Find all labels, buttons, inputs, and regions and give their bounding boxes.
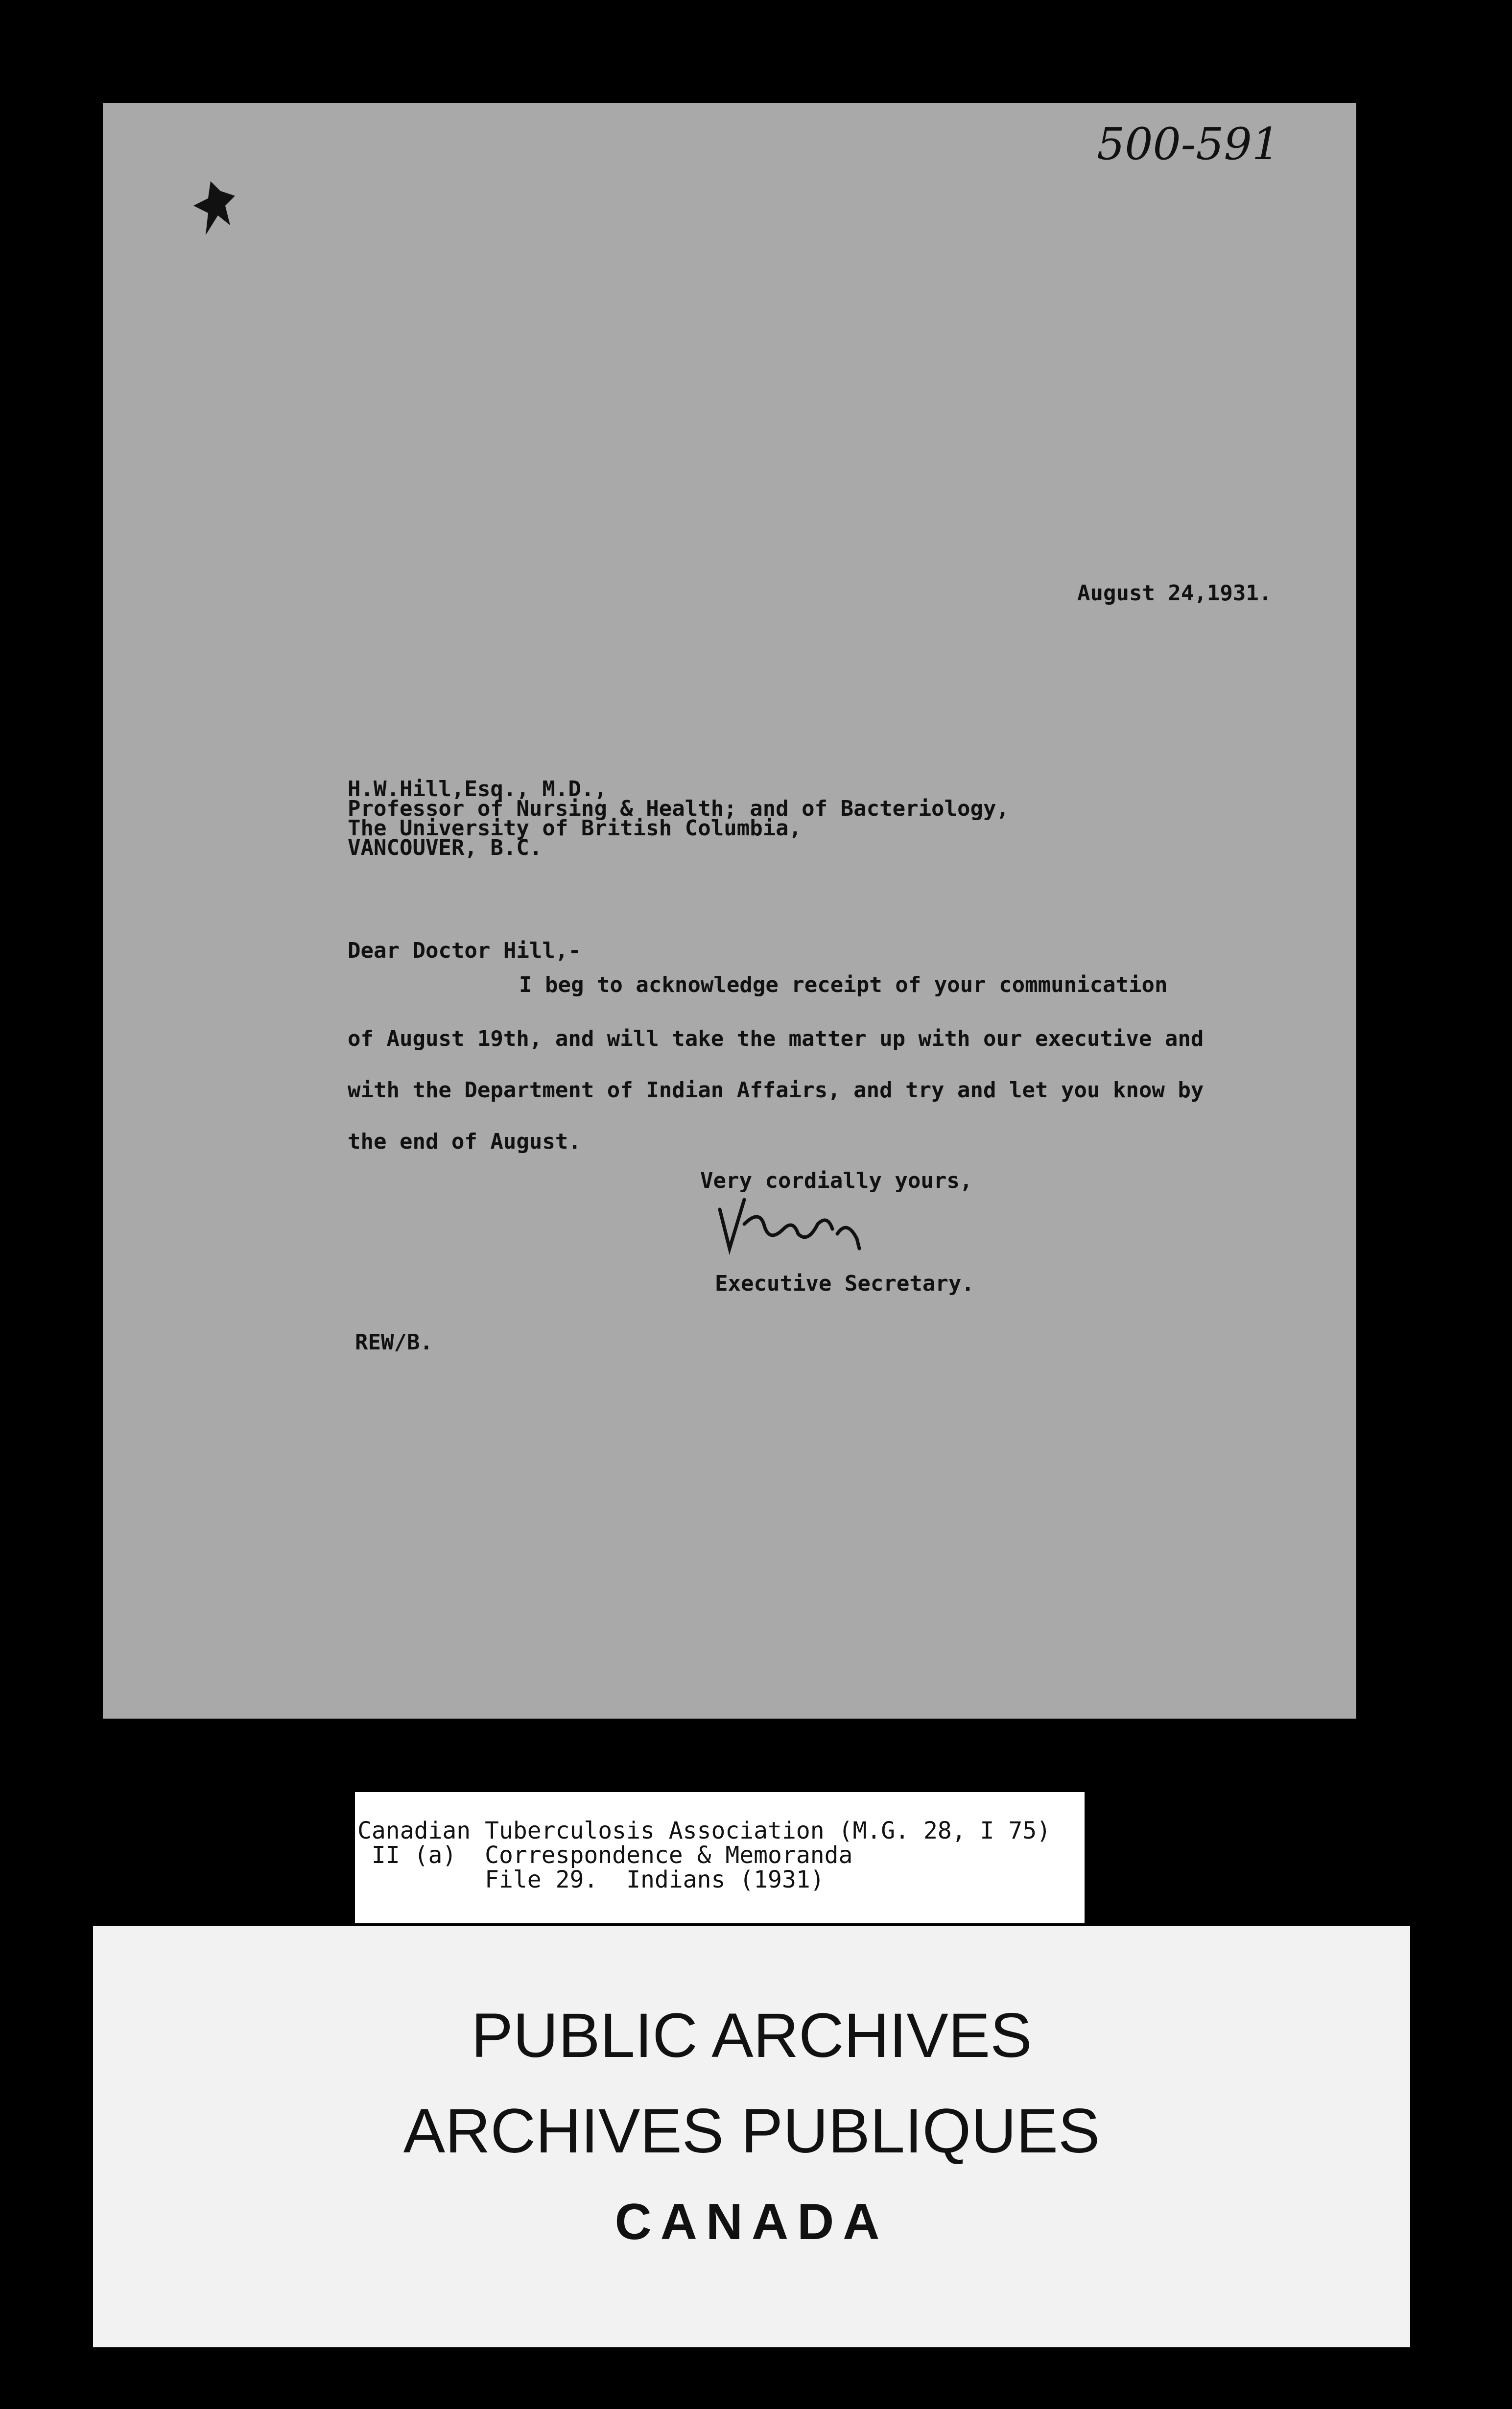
ink-blot-mark (191, 176, 245, 240)
closing: Very cordially yours, (700, 1168, 973, 1193)
label-line-1: Canadian Tuberculosis Association (M.G. 28, I 75) (357, 1817, 1051, 1844)
salutation: Dear Doctor Hill,- (348, 938, 581, 963)
recipient-line-3: The University of British Columbia, (348, 816, 802, 841)
reference-initials: REW/B. (355, 1330, 433, 1355)
recipient-line-1: H.W.Hill,Esq., M.D., (348, 777, 607, 802)
handwritten-signature (710, 1190, 886, 1263)
signature-title: Executive Secretary. (715, 1271, 974, 1296)
letter-date: August 24,1931. (1077, 581, 1272, 606)
body-line-2: of August 19th, and will take the matter up with our executive and (348, 1026, 1204, 1051)
archive-reference-label (355, 1792, 1085, 1923)
body-line-1: I beg to acknowledge receipt of your communication (519, 972, 1168, 997)
body-line-4: the end of August. (348, 1129, 581, 1154)
recipient-line-2: Professor of Nursing & Health; and of Bacteriology, (348, 796, 1010, 821)
letter-page (103, 103, 1356, 1719)
body-line-3: with the Department of Indian Affairs, and try and let you know by (348, 1078, 1204, 1103)
banner-english: PUBLIC ARCHIVES (471, 2001, 1032, 2071)
label-line-3: File 29. Indians (1931) (357, 1866, 825, 1893)
banner-french: ARCHIVES PUBLIQUES (403, 2096, 1100, 2166)
public-archives-banner (93, 1926, 1410, 2347)
handwritten-file-number: 500-591 (1097, 118, 1280, 170)
banner-country: CANADA (614, 2194, 889, 2250)
recipient-line-4: VANCOUVER, B.C. (348, 835, 543, 860)
label-line-2: II (a) Correspondence & Memoranda (357, 1842, 853, 1869)
